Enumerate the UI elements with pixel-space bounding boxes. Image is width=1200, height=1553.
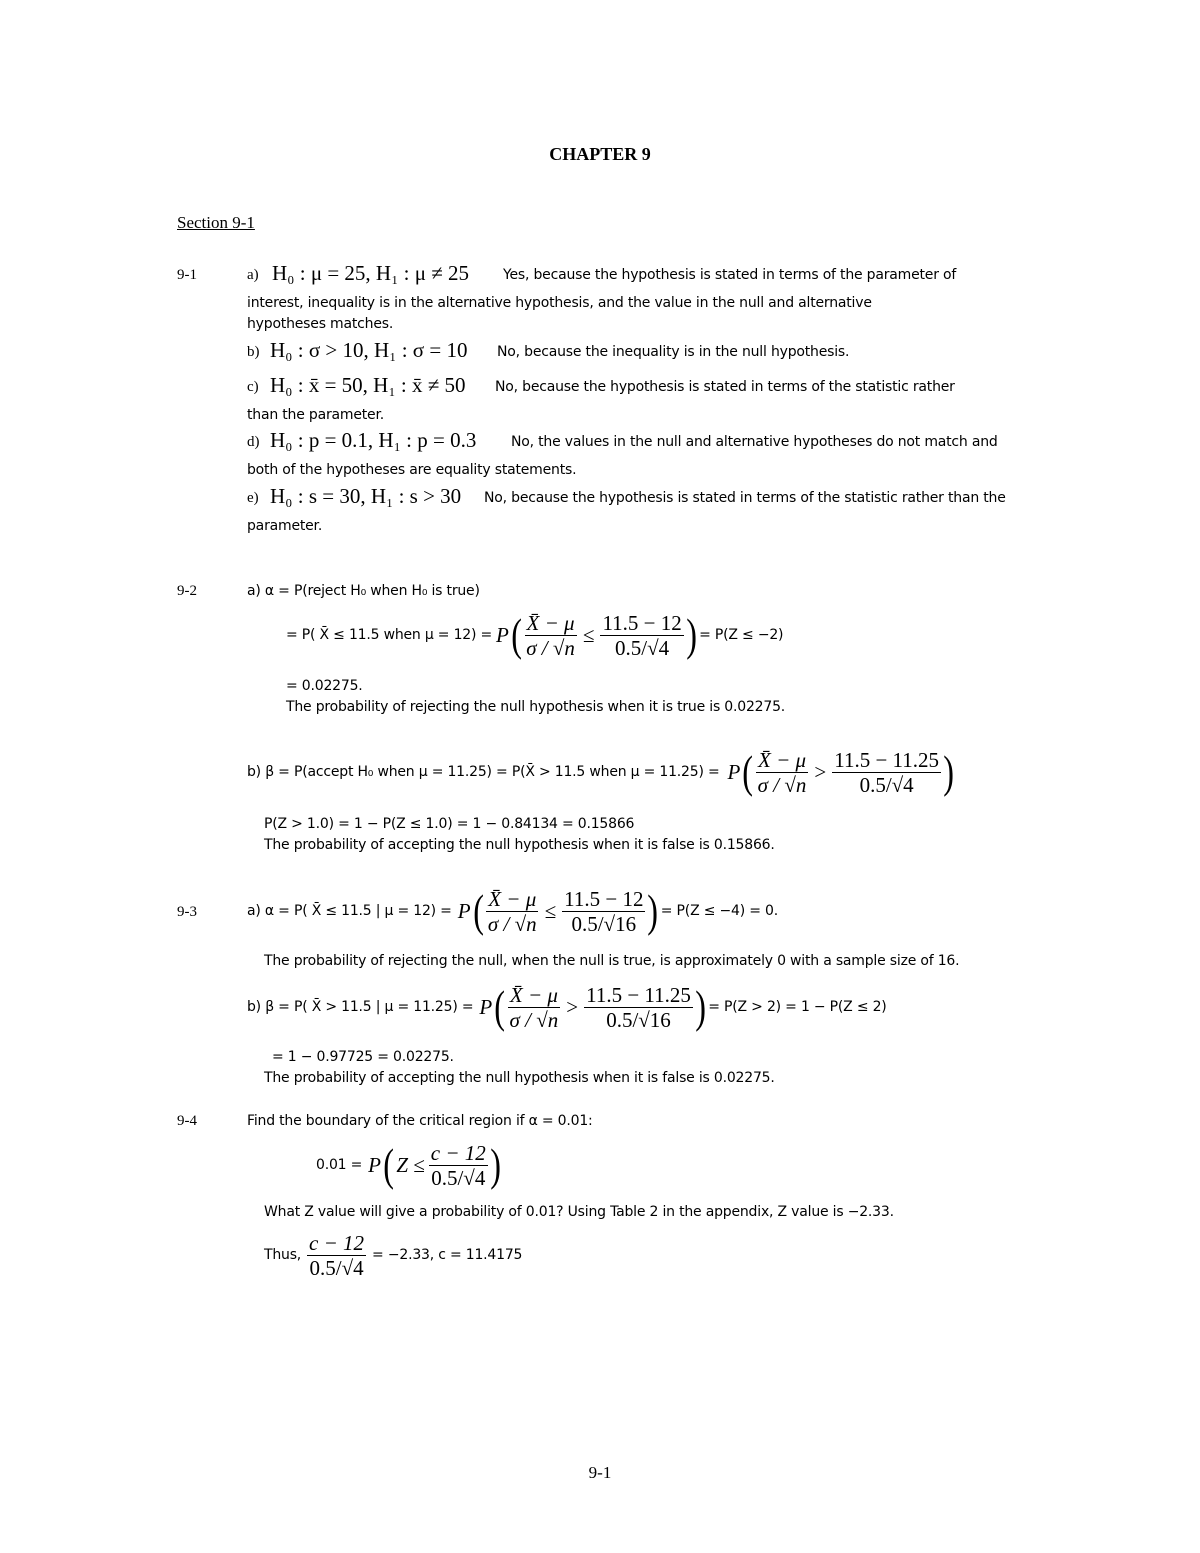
beta-equation: b) β = P( X̄ > 11.5 | μ = 11.25) = P ( $\frac{X̄ - \mu}{\sigma / √n}$ > $\frac{11.5 - 11.25}{0.5/√16}$ ) = P(Z > 2) = 1 − P(Z ≤ 2): [247, 981, 887, 1032]
hypothesis-math: H₀ : σ > 10, H₁ : σ = 10: [270, 338, 468, 362]
alpha-equation: a) α = P( X̄ ≤ 11.5 | μ = 12) = P ( $\frac{X̄ - \mu}{\sigma / √n}$ ≤ $\frac{11.5 - 12}{0.5/√16}$ ) = P(Z ≤ −4) = 0.: [247, 885, 778, 936]
equation-right: = P(Z ≤ −2): [699, 627, 784, 643]
result-text: = 0.02275.: [286, 678, 363, 694]
problem-number: 9-1: [177, 267, 197, 283]
problem-intro: Find the boundary of the critical region if α = 0.01:: [247, 1113, 593, 1129]
part-label: c): [247, 379, 259, 395]
part-label: b): [247, 344, 260, 360]
question-text: What Z value will give a probability of 0.01? Using Table 2 in the appendix, Z value is −2.33.: [264, 1204, 894, 1220]
answer-text: No, because the hypothesis is stated in terms of the statistic rather than the: [484, 490, 1006, 506]
hypothesis-math: H₀ : s = 30, H₁ : s > 30: [270, 484, 462, 508]
standardized-fraction: $\frac{X̄ - \mu}{\sigma / √n}$: [526, 610, 575, 660]
hypothesis-math: H₀ : x̄ = 50, H₁ : x̄ ≠ 50: [270, 373, 466, 397]
value-fraction: $\frac{11.5 - 12}{0.5/√4}$: [602, 610, 682, 660]
left-paren: (: [511, 609, 522, 660]
answer-text: No, because the inequality is in the null hypothesis.: [497, 344, 850, 360]
probability-symbol: P: [496, 622, 509, 647]
conclusion-text: The probability of rejecting the null, when the null is true, is approximately 0 with a sample size of 16.: [264, 953, 960, 969]
answer-text: parameter.: [247, 518, 323, 534]
answer-text: Yes, because the hypothesis is stated in terms of the parameter of: [503, 267, 957, 283]
alpha-definition: a) α = P(reject H₀ when H₀ is true): [247, 583, 480, 599]
result-text: = 1 − 0.97725 = 0.02275.: [272, 1049, 454, 1065]
hypothesis-math: H₀ : p = 0.1, H₁ : p = 0.3: [270, 428, 477, 452]
beta-equation: b) β = P(accept H₀ when μ = 11.25) = P(X̄ > 11.5 when μ = 11.25) = P ( $\frac{X̄ - \mu}{\sigma / √n}$ > $\frac{11.5 - 11.25}{0.5/√4}$ ): [247, 746, 955, 797]
part-label: e): [247, 490, 259, 506]
conclusion-text: The probability of rejecting the null hypothesis when it is true is 0.02275.: [286, 699, 786, 715]
boundary-equation: 0.01 = P ( Z ≤ $\frac{c - 12}{0.5/√4}$ ): [316, 1139, 501, 1190]
solution-equation: Thus, $\frac{c - 12}{0.5/√4}$ = −2.33, c = 11.4175: [264, 1230, 523, 1280]
page-number: 9-1: [588, 1463, 612, 1482]
equation-left: b) β = P(accept H₀ when μ = 11.25) = P(X̄ > 11.5 when μ = 11.25) =: [247, 764, 720, 780]
alpha-equation: = P( X̄ ≤ 11.5 when μ = 12) = P ( $\frac{X̄ - \mu}{\sigma / √n}$ ≤ $\frac{11.5 - 12}{0.5/√4}$ ) = P(Z ≤ −2): [286, 609, 784, 660]
hypothesis-math: H₀ : μ = 25, H₁ : μ ≠ 25: [272, 261, 470, 285]
equation-left: = P( X̄ ≤ 11.5 when μ = 12) =: [286, 627, 493, 643]
answer-text: both of the hypotheses are equality statements.: [247, 462, 577, 478]
problem-number: 9-3: [177, 904, 197, 920]
answer-text: than the parameter.: [247, 407, 384, 423]
chapter-title: CHAPTER 9: [549, 144, 651, 164]
conclusion-text: The probability of accepting the null hypothesis when it is false is 0.15866.: [264, 837, 775, 853]
conclusion-text: The probability of accepting the null hypothesis when it is false is 0.02275.: [264, 1070, 775, 1086]
answer-text: No, the values in the null and alternative hypotheses do not match and: [511, 434, 998, 450]
part-label: d): [247, 434, 260, 450]
section-title: Section 9-1: [177, 213, 255, 232]
result-text: P(Z > 1.0) = 1 − P(Z ≤ 1.0) = 1 − 0.84134 = 0.15866: [264, 816, 635, 832]
answer-text: No, because the hypothesis is stated in terms of the statistic rather: [495, 379, 955, 395]
problem-number: 9-2: [177, 583, 197, 599]
answer-text: hypotheses matches.: [247, 316, 394, 332]
problem-number: 9-4: [177, 1113, 197, 1129]
right-paren: ): [686, 609, 697, 660]
answer-text: interest, inequality is in the alternative hypothesis, and the value in the null and alternative: [247, 295, 872, 311]
part-label: a): [247, 267, 259, 283]
